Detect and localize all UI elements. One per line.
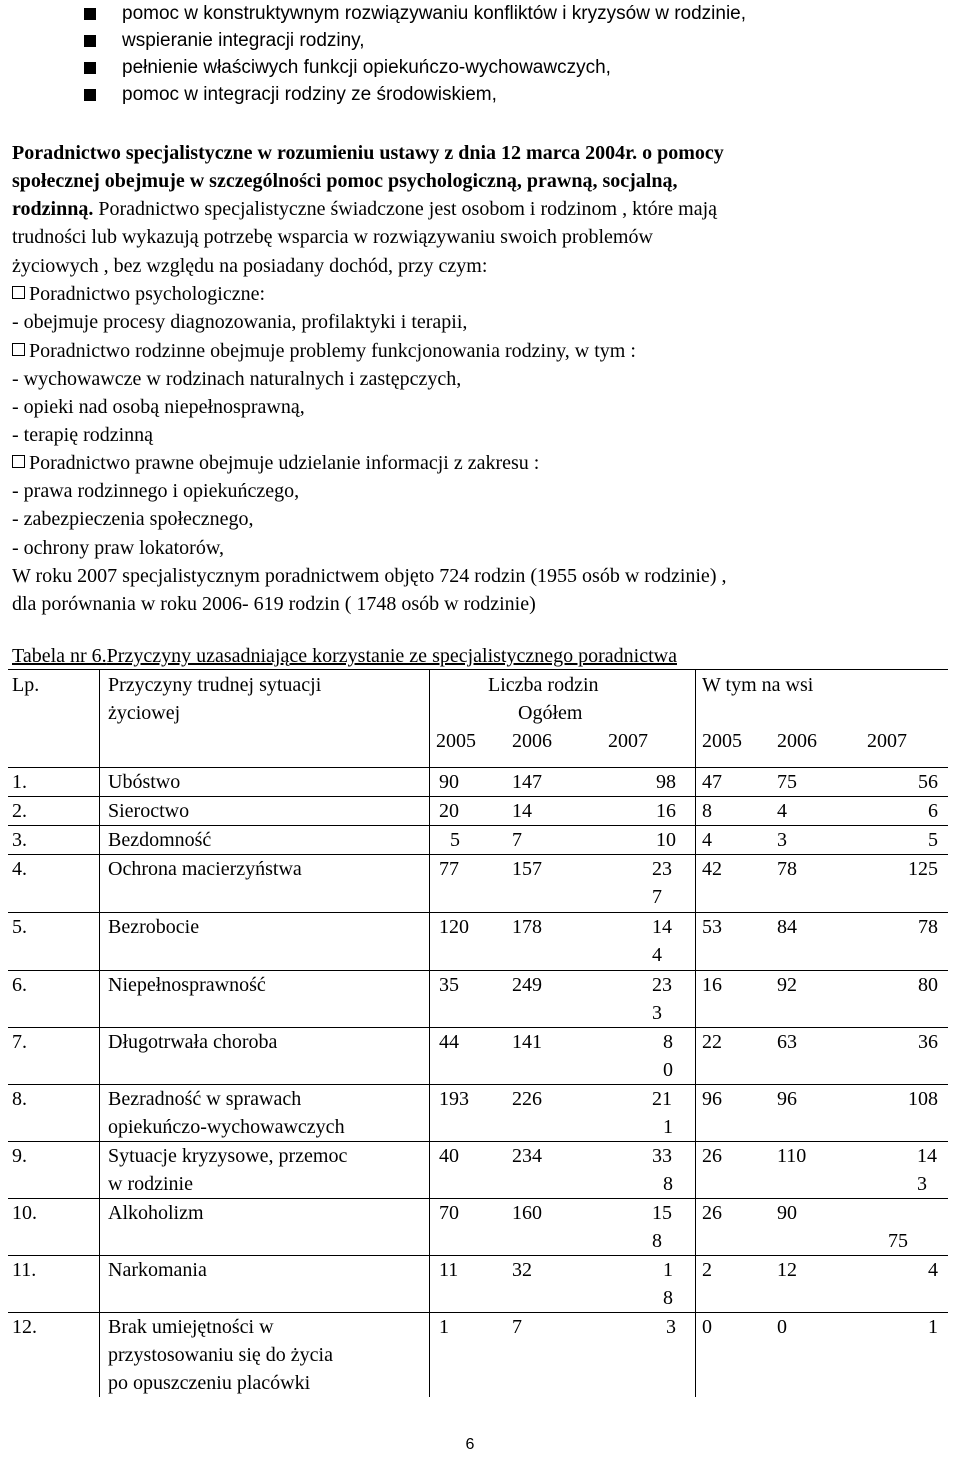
cell-lp: 7.: [12, 1031, 27, 1053]
header-year: 2005: [702, 730, 742, 752]
cell-value: 7: [652, 886, 662, 908]
cell-value: 4: [652, 944, 662, 966]
cell-value: 4: [702, 829, 712, 851]
section-header: Poradnictwo psychologiczne:: [29, 283, 266, 305]
header-total: Liczba rodzin: [488, 674, 599, 696]
header-reason: Przyczyny trudnej sytuacji: [108, 674, 322, 696]
cell-value: 75: [777, 771, 797, 793]
cell-reason: Alkoholizm: [108, 1202, 204, 1224]
bullet-marker: [84, 8, 96, 20]
cell-value: 110: [777, 1145, 807, 1167]
cell-lp: 9.: [12, 1145, 27, 1167]
cell-value: 147: [512, 771, 542, 793]
paragraph-line: społecznej obejmuje w szczególności pomoc psychologiczną, prawną, socjalną,: [12, 170, 678, 192]
summary-line: W roku 2007 specjalistycznym poradnictwem objęto 724 rodzin (1955 osób w rodzinie) ,: [12, 565, 727, 587]
list-item: - ochrony praw lokatorów,: [12, 537, 224, 559]
cell-value: 7: [512, 829, 522, 851]
table-caption-label: Tabela nr 6.: [12, 645, 107, 667]
cell-value: 26: [702, 1145, 722, 1167]
cell-value: 108: [908, 1088, 938, 1110]
summary-line: dla porównania w roku 2006- 619 rodzin ( 1748 osób w rodzinie): [12, 593, 536, 615]
table-rule: [695, 669, 696, 1397]
cell-value: 14: [917, 1145, 937, 1167]
cell-reason: Ubóstwo: [108, 771, 181, 793]
bullet-item: pełnienie właściwych funkcji opiekuńczo-wychowawczych,: [122, 57, 611, 78]
cell-reason: po opuszczeniu placówki: [108, 1372, 311, 1394]
cell-value: 78: [777, 858, 797, 880]
cell-value: 92: [777, 974, 797, 996]
section-psychological: [12, 282, 265, 306]
cell-value: 8: [652, 1230, 662, 1252]
cell-value: 4: [928, 1259, 938, 1281]
cell-value: 23: [652, 858, 672, 880]
cell-value: 11: [439, 1259, 459, 1281]
cell-value: 21: [652, 1088, 672, 1110]
cell-reason: opiekuńczo-wychowawczych: [108, 1116, 345, 1138]
cell-lp: 5.: [12, 916, 27, 938]
list-item: - wychowawcze w rodzinach naturalnych i zastępczych,: [12, 368, 462, 390]
cell-value: 33: [652, 1145, 672, 1167]
cell-value: 77: [439, 858, 459, 880]
list-item: - opieki nad osobą niepełnosprawną,: [12, 396, 305, 418]
cell-lp: 1.: [12, 771, 27, 793]
cell-value: 23: [652, 974, 672, 996]
cell-value: 3: [777, 829, 787, 851]
cell-value: 78: [918, 916, 938, 938]
cell-reason: w rodzinie: [108, 1173, 193, 1195]
section-header: Poradnictwo prawne obejmuje udzielanie informacji z zakresu :: [29, 452, 540, 474]
cell-value: 249: [512, 974, 542, 996]
checkbox-bullet-icon: [12, 286, 25, 299]
cell-reason: przystosowaniu się do życia: [108, 1344, 333, 1366]
cell-value: 15: [652, 1202, 672, 1224]
table-caption-text: Przyczyny uzasadniające korzystanie ze specjalistycznego poradnictwa: [106, 645, 677, 667]
cell-value: 36: [918, 1031, 938, 1053]
cell-value: 5: [928, 829, 938, 851]
list-item: - terapię rodzinną: [12, 424, 154, 446]
list-item: - zabezpieczenia społecznego,: [12, 508, 254, 530]
cell-value: 8: [702, 800, 712, 822]
cell-reason: Bezradność w sprawach: [108, 1088, 302, 1110]
cell-value: 84: [777, 916, 797, 938]
cell-value: 3: [666, 1316, 676, 1338]
cell-value: 178: [512, 916, 542, 938]
cell-value: 35: [439, 974, 459, 996]
header-year: 2005: [436, 730, 476, 752]
cell-lp: 12.: [12, 1316, 37, 1338]
cell-value: 226: [512, 1088, 542, 1110]
cell-value: 1: [663, 1116, 673, 1138]
cell-reason: Narkomania: [108, 1259, 207, 1281]
cell-value: 40: [439, 1145, 459, 1167]
cell-lp: 2.: [12, 800, 27, 822]
paragraph-bold-fragment: rodzinną.: [12, 198, 94, 220]
cell-value: 0: [777, 1316, 787, 1338]
cell-value: 1: [439, 1316, 449, 1338]
header-village: W tym na wsi: [702, 674, 814, 696]
cell-value: 70: [439, 1202, 459, 1224]
cell-value: 12: [777, 1259, 797, 1281]
cell-value: 6: [928, 800, 938, 822]
cell-value: 0: [702, 1316, 712, 1338]
paragraph-line: [12, 197, 717, 221]
bullet-marker: [84, 89, 96, 101]
cell-value: 1: [663, 1259, 673, 1281]
cell-value: 234: [512, 1145, 542, 1167]
cell-reason: Bezdomność: [108, 829, 212, 851]
cell-value: 160: [512, 1202, 542, 1224]
cell-value: 2: [702, 1259, 712, 1281]
paragraph-line: życiowych , bez względu na posiadany dochód, przy czym:: [12, 255, 488, 277]
table-caption: [12, 644, 677, 668]
cell-value: 3: [652, 1002, 662, 1024]
cell-value: 5: [450, 829, 460, 851]
reasons-table: [8, 669, 948, 1397]
cell-reason: Sytuacje kryzysowe, przemoc: [108, 1145, 348, 1167]
cell-lp: 10.: [12, 1202, 37, 1224]
cell-reason: Bezrobocie: [108, 916, 200, 938]
cell-value: 16: [702, 974, 722, 996]
cell-value: 98: [656, 771, 676, 793]
checkbox-bullet-icon: [12, 343, 25, 356]
cell-value: 8: [663, 1173, 673, 1195]
header-total: Ogółem: [518, 702, 583, 724]
cell-value: 1: [928, 1316, 938, 1338]
checkbox-bullet-icon: [12, 455, 25, 468]
cell-value: 22: [702, 1031, 722, 1053]
cell-reason: Brak umiejętności w: [108, 1316, 274, 1338]
cell-reason: Sieroctwo: [108, 800, 190, 822]
cell-reason: Ochrona macierzyństwa: [108, 858, 302, 880]
bullet-item: pomoc w konstruktywnym rozwiązywaniu konfliktów i kryzysów w rodzinie,: [122, 3, 747, 24]
cell-value: 193: [439, 1088, 469, 1110]
cell-value: 90: [439, 771, 459, 793]
header-year: 2006: [512, 730, 552, 752]
cell-value: 75: [888, 1230, 908, 1252]
cell-value: 4: [777, 800, 787, 822]
section-family: [12, 339, 636, 363]
cell-value: 16: [656, 800, 676, 822]
cell-value: 47: [702, 771, 722, 793]
cell-value: 20: [439, 800, 459, 822]
cell-value: 42: [702, 858, 722, 880]
cell-value: 120: [439, 916, 469, 938]
cell-value: 53: [702, 916, 722, 938]
cell-lp: 6.: [12, 974, 27, 996]
list-item: - prawa rodzinnego i opiekuńczego,: [12, 480, 300, 502]
cell-value: 14: [652, 916, 672, 938]
cell-reason: Niepełnosprawność: [108, 974, 266, 996]
cell-value: 14: [512, 800, 532, 822]
bullet-item: pomoc w integracji rodziny ze środowiskiem,: [122, 84, 497, 105]
section-header: Poradnictwo rodzinne obejmuje problemy funkcjonowania rodziny, w tym :: [29, 340, 636, 362]
paragraph-line: Poradnictwo specjalistyczne w rozumieniu ustawy z dnia 12 marca 2004r. o pomocy: [12, 142, 724, 164]
cell-value: 157: [512, 858, 542, 880]
cell-value: 96: [777, 1088, 797, 1110]
cell-reason: Długotrwała choroba: [108, 1031, 278, 1053]
bullet-marker: [84, 62, 96, 74]
cell-value: 26: [702, 1202, 722, 1224]
header-year: 2006: [777, 730, 817, 752]
header-lp: Lp.: [12, 674, 40, 696]
paragraph-fragment: Poradnictwo specjalistyczne świadczone jest osobom i rodzinom , które mają: [93, 198, 718, 220]
cell-value: 10: [656, 829, 676, 851]
cell-value: 3: [917, 1173, 927, 1195]
cell-value: 32: [512, 1259, 532, 1281]
cell-lp: 3.: [12, 829, 27, 851]
bullet-marker: [84, 35, 96, 47]
cell-lp: 11.: [12, 1259, 37, 1281]
section-legal: [12, 451, 539, 475]
paragraph-line: trudności lub wykazują potrzebę wsparcia w rozwiązywaniu swoich problemów: [12, 226, 653, 248]
table-rule: [429, 669, 430, 1397]
cell-lp: 4.: [12, 858, 27, 880]
page-number: 6: [465, 1436, 475, 1453]
cell-lp: 8.: [12, 1088, 27, 1110]
cell-value: 56: [918, 771, 938, 793]
cell-value: 44: [439, 1031, 459, 1053]
header-year: 2007: [867, 730, 907, 752]
cell-value: 125: [908, 858, 938, 880]
cell-value: 8: [663, 1031, 673, 1053]
cell-value: 7: [512, 1316, 522, 1338]
table-rule: [8, 669, 948, 670]
cell-value: 8: [663, 1287, 673, 1309]
cell-value: 0: [663, 1059, 673, 1081]
list-item: - obejmuje procesy diagnozowania, profilaktyki i terapii,: [12, 311, 468, 333]
cell-value: 80: [918, 974, 938, 996]
table-rule: [99, 669, 100, 1397]
cell-value: 63: [777, 1031, 797, 1053]
cell-value: 90: [777, 1202, 797, 1224]
cell-value: 96: [702, 1088, 722, 1110]
header-reason: życiowej: [108, 702, 181, 724]
bullet-item: wspieranie integracji rodziny,: [122, 30, 365, 51]
header-year: 2007: [608, 730, 648, 752]
cell-value: 141: [512, 1031, 542, 1053]
